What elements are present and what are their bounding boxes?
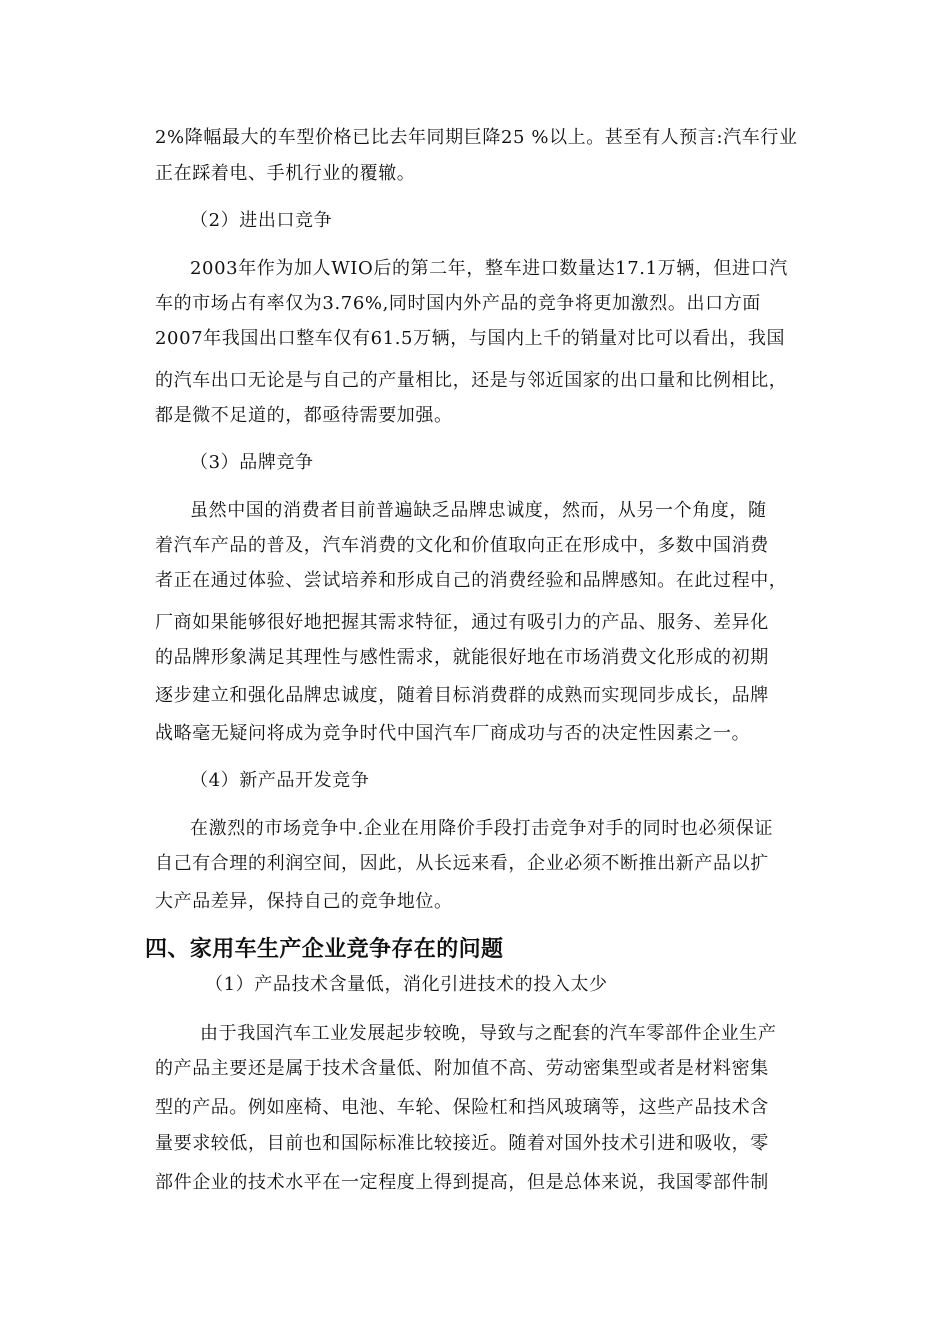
paragraph-line: 车的市场占有率仅为3.76%,同时国内外产品的竞争将更加激烈。出口方面 bbox=[155, 293, 761, 314]
subsection-heading: （1）产品技术含量低，消化引进技术的投入太少 bbox=[205, 974, 608, 995]
paragraph-line: 型的产品。例如座椅、电池、车轮、保险杠和挡风玻璃等，这些产品技术含 bbox=[155, 1097, 769, 1118]
paragraph-line: 由于我国汽车工业发展起步较晚，导致与之配套的汽车零部件企业生产 bbox=[200, 1023, 777, 1044]
paragraph-line: 2%降幅最大的车型价格已比去年同期巨降25 %以上。甚至有人预言:汽车行业 bbox=[155, 127, 798, 148]
paragraph-line: 虽然中国的消费者目前普遍缺乏品牌忠诚度，然而，从另一个角度，随 bbox=[190, 500, 767, 521]
paragraph-line: 的产品主要还是属于技术含量低、附加值不高、劳动密集型或者是材料密集 bbox=[155, 1058, 769, 1079]
paragraph-line: 部件企业的技术水平在一定程度上得到提高，但是总体来说，我国零部件制 bbox=[155, 1172, 769, 1193]
paragraph-line: 都是微不足道的，都亟待需要加强。 bbox=[155, 405, 453, 426]
paragraph-line: 逐步建立和强化品牌忠诚度，随着目标消费群的成熟而实现同步成长，品牌 bbox=[155, 685, 769, 706]
paragraph-line: 厂商如果能够很好地把握其需求特征，通过有吸引力的产品、服务、差异化 bbox=[155, 612, 769, 633]
subsection-heading: （3）品牌竞争 bbox=[190, 452, 314, 473]
section-heading: 四、家用车生产企业竞争存在的问题 bbox=[145, 937, 504, 962]
paragraph-line: 自己有合理的利润空间，因此，从长远来看，企业必须不断推出新产品以扩 bbox=[155, 853, 769, 874]
paragraph-line: 的品牌形象满足其理性与感性需求，就能很好地在市场消费文化形成的初期 bbox=[155, 647, 769, 668]
subsection-heading: （4）新产品开发竞争 bbox=[190, 770, 370, 791]
paragraph-line: 2007年我国出口整车仅有61.5万辆，与国内上千的销量对比可以看出，我国 bbox=[155, 328, 786, 349]
paragraph-line: 2003年作为加人WIO后的第二年，整车进口数量达17.1万辆，但进口汽 bbox=[190, 258, 788, 279]
paragraph-line: 者正在通过体验、尝试培养和形成自己的消费经验和品牌感知。在此过程中， bbox=[155, 570, 788, 591]
paragraph-line: 的汽车出口无论是与自己的产量相比，还是与邻近国家的出口量和比例相比， bbox=[155, 370, 788, 391]
paragraph-line: 正在踩着电、手机行业的覆辙。 bbox=[155, 163, 416, 184]
subsection-heading: （2）进出口竞争 bbox=[190, 210, 333, 231]
paragraph-line: 着汽车产品的普及，汽车消费的文化和价值取向正在形成中，多数中国消费 bbox=[155, 535, 769, 556]
paragraph-line: 大产品差异，保持自己的竞争地位。 bbox=[155, 891, 453, 912]
paragraph-line: 战略毫无疑问将成为竞争时代中国汽车厂商成功与否的决定性因素之一。 bbox=[155, 723, 751, 744]
paragraph-line: 量要求较低，目前也和国际标准比较接近。随着对国外技术引进和吸收，零 bbox=[155, 1133, 769, 1154]
paragraph-line: 在激烈的市场竞争中.企业在用降价手段打击竞争对手的同时也必须保证 bbox=[190, 818, 773, 839]
